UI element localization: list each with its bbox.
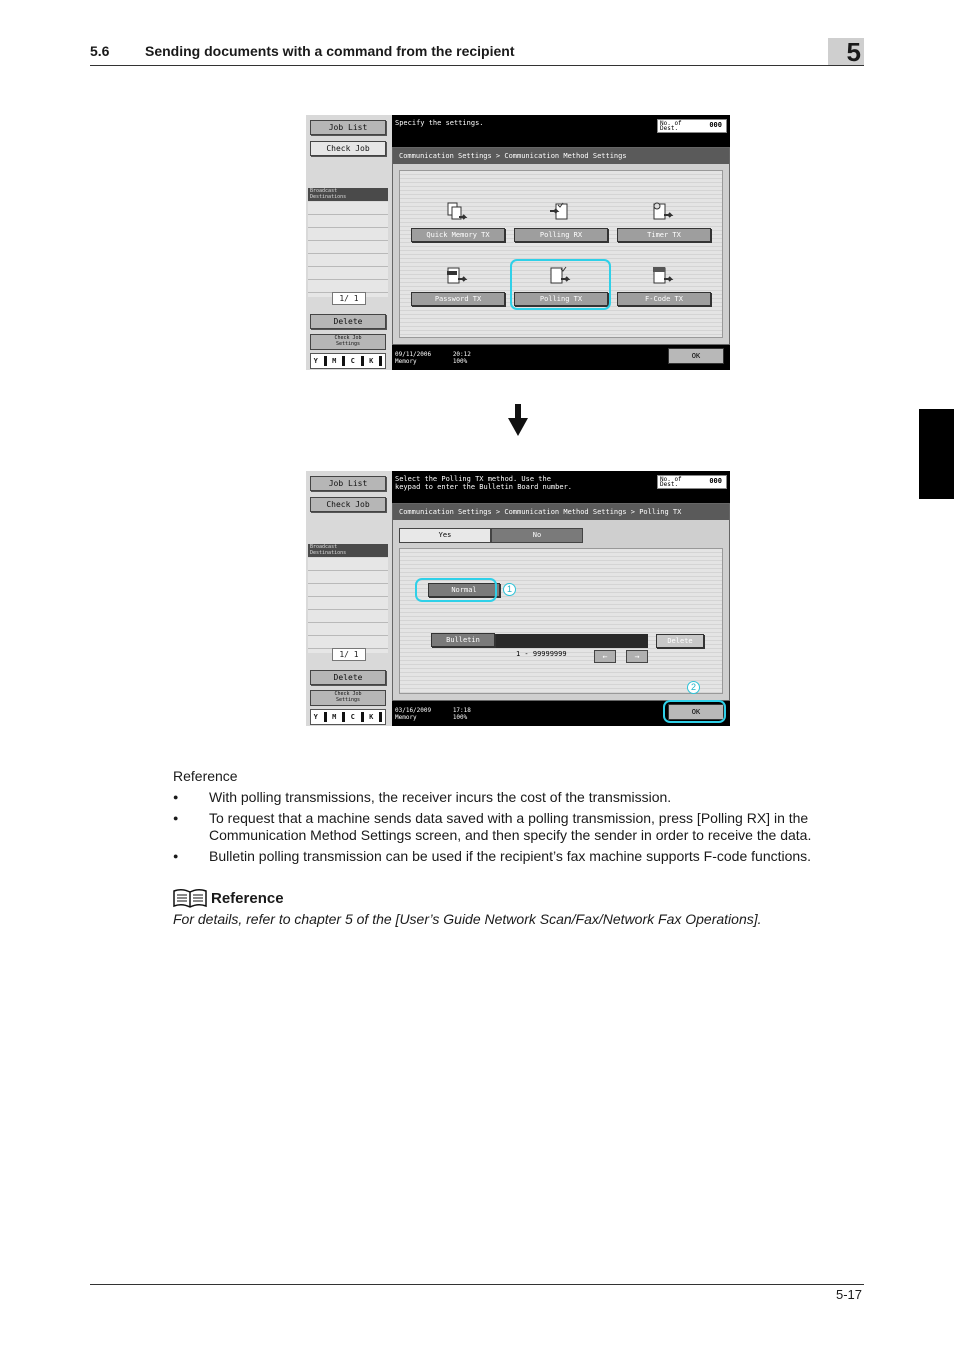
settings-area bbox=[392, 503, 730, 701]
destination-list bbox=[308, 202, 388, 297]
bulletin-button[interactable]: Bulletin bbox=[431, 633, 495, 647]
no-of-dest-value: 000 bbox=[709, 121, 722, 129]
f-code-tx-button[interactable]: F-Code TX bbox=[617, 292, 711, 306]
delete-button[interactable]: Delete bbox=[310, 670, 386, 685]
field-delete-button[interactable]: Delete bbox=[656, 634, 704, 648]
left-arrow-button[interactable]: ← bbox=[594, 650, 616, 663]
chapter-side-tab bbox=[919, 409, 954, 499]
left-panel bbox=[306, 471, 392, 726]
chapter-number: 5 bbox=[828, 38, 864, 65]
toner-c: C bbox=[350, 357, 355, 365]
range-label: 1 - 99999999 bbox=[516, 650, 567, 658]
toner-m: M bbox=[332, 357, 337, 365]
check-job-settings-button[interactable]: Check Job Settings bbox=[310, 690, 386, 706]
toner-indicator bbox=[310, 353, 386, 369]
normal-button[interactable]: Normal bbox=[428, 583, 500, 597]
settings-area bbox=[392, 147, 730, 345]
reference-text: For details, refer to chapter 5 of the [User’s Guide Network Scan/Fax/Network Fax Operations]. bbox=[173, 911, 762, 927]
status-bar bbox=[392, 703, 662, 726]
reference-label: Reference bbox=[173, 768, 238, 784]
footer-rule bbox=[90, 1284, 864, 1285]
job-list-button[interactable]: Job List bbox=[310, 476, 386, 491]
toner-m: M bbox=[332, 713, 337, 721]
toner-k: K bbox=[369, 357, 374, 365]
mfp-screen-communication-method bbox=[306, 115, 730, 370]
status-date: 09/11/2006 bbox=[395, 351, 432, 358]
polling-tx-highlight bbox=[510, 259, 611, 310]
reference-heading bbox=[173, 886, 284, 910]
bulletin-number-field[interactable] bbox=[496, 634, 648, 648]
section-title: Sending documents with a command from the recipient bbox=[145, 43, 515, 59]
section-number: 5.6 bbox=[90, 43, 110, 59]
destination-list bbox=[308, 558, 388, 653]
polling-tx-panel bbox=[399, 548, 723, 694]
no-of-dest-box bbox=[657, 475, 727, 489]
callout-1: 1 bbox=[503, 583, 516, 596]
no-tab[interactable]: No bbox=[491, 528, 583, 543]
no-of-dest-label: No. of Dest. bbox=[660, 120, 682, 132]
toner-indicator bbox=[310, 709, 386, 725]
page-indicator: 1/ 1 bbox=[332, 292, 366, 305]
toner-y: Y bbox=[313, 713, 318, 721]
quick-memory-tx-button[interactable]: Quick Memory TX bbox=[411, 228, 505, 242]
ok-button[interactable]: OK bbox=[668, 348, 724, 364]
page-number: 5-17 bbox=[835, 1287, 862, 1302]
bullet-item: ● With polling transmissions, the receiver incurs the cost of the transmission. bbox=[173, 789, 853, 806]
breadcrumb: Communication Settings > Communication Method Settings bbox=[393, 148, 729, 164]
status-percent: 100% bbox=[452, 714, 468, 721]
check-job-button[interactable]: Check Job bbox=[310, 141, 386, 156]
screen-message: Select the Polling TX method. Use the keypad to enter the Bulletin Board number. bbox=[395, 475, 573, 491]
toner-k: K bbox=[369, 713, 374, 721]
job-list-button[interactable]: Job List bbox=[310, 120, 386, 135]
ok-button[interactable]: OK bbox=[668, 704, 724, 720]
polling-rx-icon bbox=[548, 201, 572, 225]
breadcrumb: Communication Settings > Communication Method Settings > Polling TX bbox=[393, 504, 729, 520]
toner-y: Y bbox=[313, 357, 318, 365]
status-memory: Memory bbox=[395, 358, 417, 365]
arrow-down-icon bbox=[508, 404, 528, 436]
password-tx-button[interactable]: Password TX bbox=[411, 292, 505, 306]
password-tx-icon bbox=[445, 265, 469, 289]
broadcast-destinations-label: Broadcast Destinations bbox=[308, 544, 388, 557]
callout-2: 2 bbox=[687, 681, 700, 694]
delete-button[interactable]: Delete bbox=[310, 314, 386, 329]
status-memory: Memory bbox=[395, 714, 417, 721]
left-panel bbox=[306, 115, 392, 370]
no-of-dest-value: 000 bbox=[709, 477, 722, 485]
status-bar bbox=[392, 347, 662, 370]
yes-tab[interactable]: Yes bbox=[399, 528, 491, 543]
method-panel bbox=[399, 170, 723, 338]
reference-heading-text: Reference bbox=[211, 889, 284, 907]
check-job-settings-button[interactable]: Check Job Settings bbox=[310, 334, 386, 350]
mfp-screen-polling-tx bbox=[306, 471, 730, 726]
page-indicator: 1/ 1 bbox=[332, 648, 366, 661]
check-job-button[interactable]: Check Job bbox=[310, 497, 386, 512]
polling-rx-button[interactable]: Polling RX bbox=[514, 228, 608, 242]
no-of-dest-box bbox=[657, 119, 727, 133]
f-code-tx-icon bbox=[651, 265, 675, 289]
screen-message: Specify the settings. bbox=[395, 119, 484, 127]
book-icon bbox=[173, 888, 207, 908]
normal-highlight bbox=[415, 578, 497, 602]
timer-tx-button[interactable]: Timer TX bbox=[617, 228, 711, 242]
no-of-dest-label: No. of Dest. bbox=[660, 476, 682, 488]
broadcast-destinations-label: Broadcast Destinations bbox=[308, 188, 388, 201]
bullet-item: ● To request that a machine sends data saved with a polling transmission, press [Polling RX] in the Communication Method Settings screen, and then specify the sender in order to receive the data. bbox=[173, 810, 853, 844]
page-header bbox=[90, 42, 864, 66]
ok-highlight bbox=[663, 700, 726, 723]
status-time: 20:12 bbox=[452, 351, 471, 358]
toner-c: C bbox=[350, 713, 355, 721]
status-date: 03/16/2009 bbox=[395, 707, 432, 714]
timer-tx-icon bbox=[651, 201, 675, 225]
polling-tx-button[interactable]: Polling TX bbox=[514, 292, 608, 306]
quick-memory-tx-icon bbox=[445, 201, 469, 225]
right-arrow-button[interactable]: → bbox=[626, 650, 648, 663]
status-time: 17:18 bbox=[452, 707, 471, 714]
reference-bullet-list bbox=[173, 789, 853, 869]
status-percent: 100% bbox=[452, 358, 468, 365]
bullet-item: ● Bulletin polling transmission can be used if the recipient’s fax machine supports F-code functions. bbox=[173, 848, 853, 865]
